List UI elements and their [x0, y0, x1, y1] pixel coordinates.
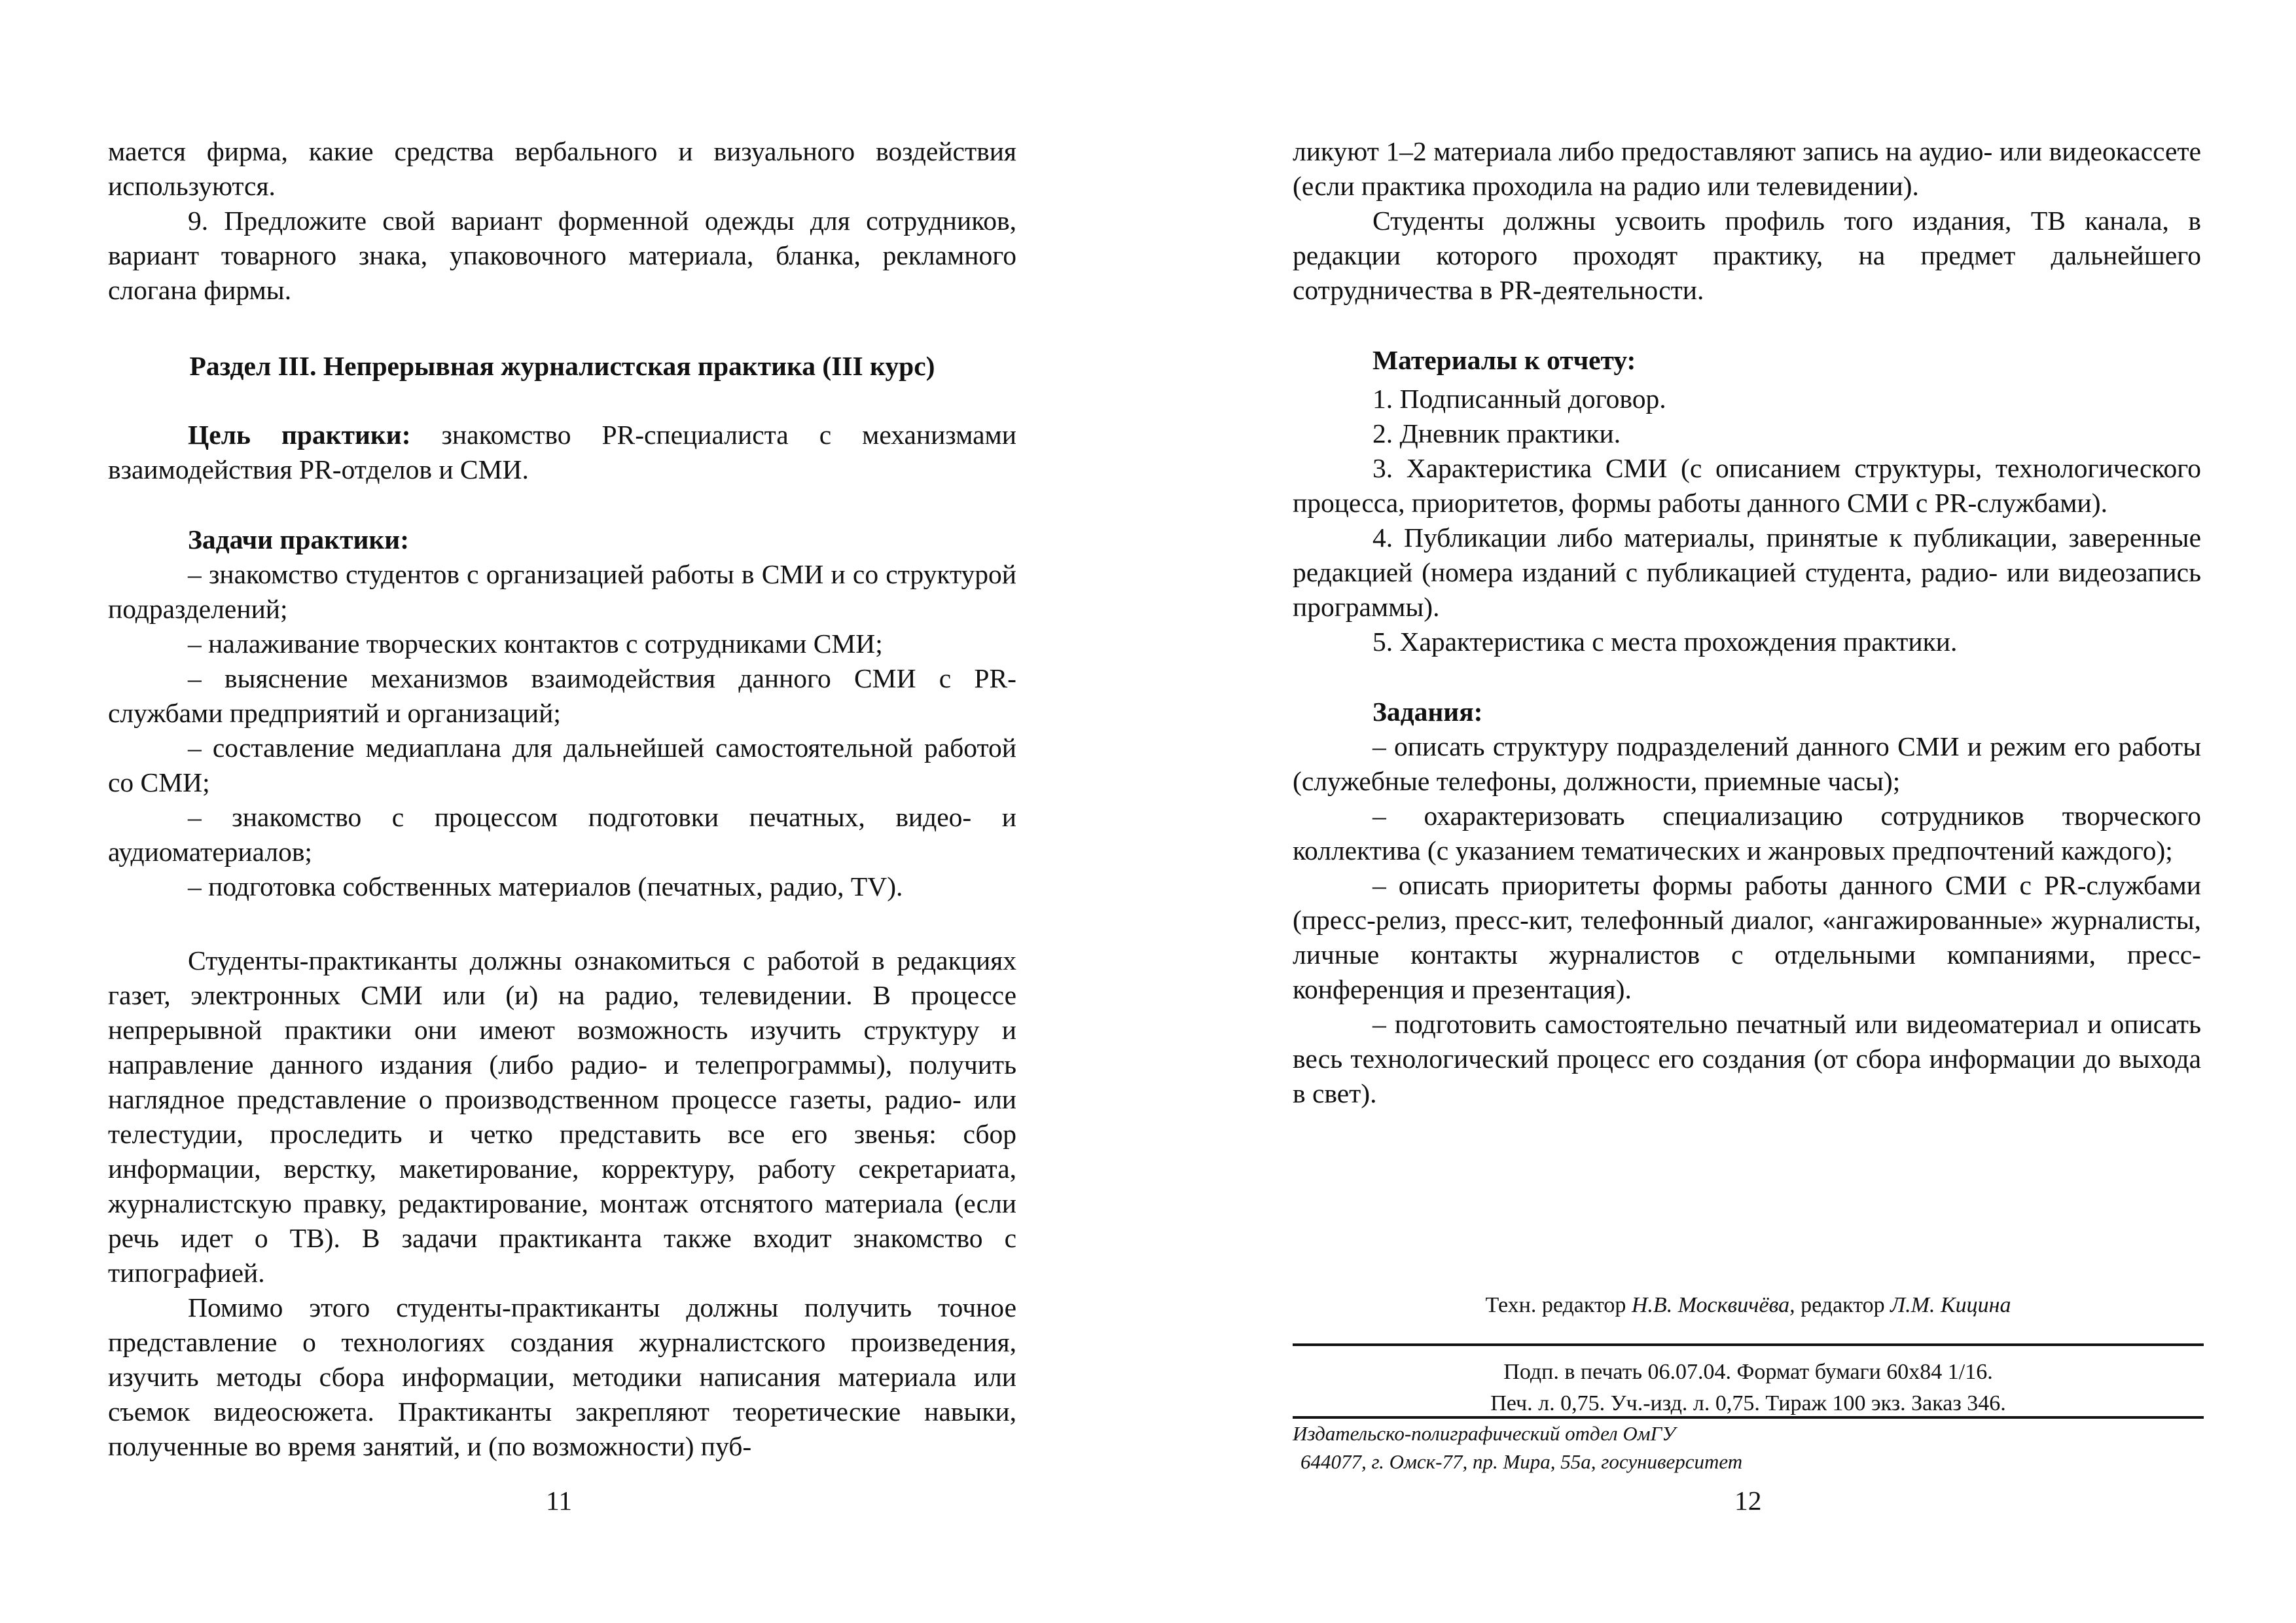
print-info-line: Подп. в печать 06.07.04. Формат бумаги 60x84 1/16.	[1503, 1360, 1993, 1384]
materials-item: 5. Характеристика с места прохождения практики.	[1372, 627, 1958, 657]
tech-editor-label: Техн. редактор	[1485, 1293, 1632, 1317]
paragraph-item-9: 9. Предложите свой вариант форменной одежды для сотрудников, вариант товарного знака, упаковочного материала, бланка, рекламного слогана фирмы.	[108, 206, 1016, 305]
task-item: – знакомство студентов с организацией работы в СМИ и со структурой подразделений;	[108, 559, 1016, 624]
assignment-item: – описать структуру подразделений данного СМИ и режим его работы (служебные телефоны, должности, приемные часы);	[1293, 731, 2201, 796]
publisher-info	[1293, 1419, 2204, 1476]
materials-item: 1. Подписанный договор.	[1372, 384, 1666, 414]
materials-item: 2. Дневник практики.	[1372, 418, 1621, 448]
print-info	[1293, 1357, 2204, 1419]
assignment-item: – описать приоритеты формы работы данного СМИ с PR-службами (пресс-релиз, пресс-кит, телефонный диалог, «ангажированные» журналисты, личные контакты журналистов с отдельными компаниями, пресс-конференция и презентация).	[1293, 870, 2201, 1004]
paragraph-profile: Студенты должны усвоить профиль того издания, ТВ канала, в редакции которого проходят практику, на предмет дальнейшего сотрудничества в PR-деятельности.	[1293, 206, 2201, 305]
task-item: – выяснение механизмов взаимодействия данного СМИ с PR-службами предприятий и организаций;	[108, 663, 1016, 728]
tasks-heading: Задачи практики:	[188, 524, 410, 555]
paragraph-continuation: мается фирма, какие средства вербального и визуального воздействия используются.	[108, 136, 1016, 201]
assignments-heading: Задания:	[1372, 697, 1483, 727]
page-number-left: 11	[546, 1486, 572, 1516]
assignment-item: – охарактеризовать специализацию сотрудников творческого коллектива (с указанием тематических и жанровых предпочтений каждого);	[1293, 801, 2201, 866]
task-item: – налаживание творческих контактов с сотрудниками СМИ;	[188, 629, 883, 659]
editors-line	[1293, 1291, 2204, 1320]
task-item: – подготовка собственных материалов (печатных, радио, TV).	[188, 871, 903, 902]
practice-goal	[108, 418, 1016, 487]
goal-label: Цель практики:	[188, 420, 411, 450]
section-title: Раздел III. Непрерывная журналистская практика (III курс)	[189, 351, 935, 381]
colophon-rule-top	[1293, 1343, 2204, 1346]
print-info-line: Печ. л. 0,75. Уч.-изд. л. 0,75. Тираж 100 экз. Заказ 346.	[1490, 1391, 2006, 1415]
paragraph-students: Студенты-практиканты должны ознакомиться с работой в редакциях газет, электронных СМИ или (и) на радио, телевидении. В процессе непрерывной практики они имеют возможность изучить структуру и направление данного издания (либо радио- и телепрограммы), получить наглядное представление о производственном процессе газеты, радио- или телестудии, проследить и четко представить все его звенья: сбор информации, верстку, макетирование, корректуру, работу секретариата, журналистскую правку, редактирование, монтаж отснятого материала (если речь идет о ТВ). В задачи практиканта также входит знакомство с типографией.	[108, 945, 1016, 1288]
editor-name: Л.М. Кицина	[1890, 1293, 2011, 1317]
publisher-name: Издательско-полиграфический отдел ОмГУ	[1293, 1422, 1676, 1445]
goal-text: знакомство PR-специалиста с механизмами взаимодействия PR-отделов и СМИ.	[108, 420, 1016, 484]
left-page	[108, 134, 1016, 1464]
right-page	[1293, 134, 2201, 1111]
materials-item: 3. Характеристика СМИ (с описанием структуры, технологического процесса, приоритетов, формы работы данного СМИ с PR-службами).	[1293, 453, 2201, 518]
colophon-rule-bottom	[1293, 1416, 2204, 1419]
paragraph-continuation: ликуют 1–2 материала либо предоставляют запись на аудио- или видеокассете (если практика проходила на радио или телевидении).	[1293, 136, 2201, 201]
paragraph-besides: Помимо этого студенты-практиканты должны получить точное представление о технологиях создания журналистского произведения, изучить методы сбора информации, методики написания материала или съемок видеосюжета. Практиканты закрепляют теоретические навыки, полученные во время занятий, и (по возможности) пуб-	[108, 1292, 1016, 1461]
assignment-item: – подготовить самостоятельно печатный или видеоматериал и описать весь технологический процесс его создания (от сбора информации до выхода в свет).	[1293, 1009, 2201, 1108]
materials-heading: Материалы к отчету:	[1372, 345, 1636, 375]
editor-label: редактор	[1795, 1293, 1891, 1317]
task-item: – знакомство с процессом подготовки печатных, видео- и аудиоматериалов;	[108, 802, 1016, 867]
task-item: – составление медиаплана для дальнейшей самостоятельной работой со СМИ;	[108, 733, 1016, 797]
materials-item: 4. Публикации либо материалы, принятые к публикации, заверенные редакцией (номера изданий с публикацией студента, радио- или видеозапись программы).	[1293, 522, 2201, 622]
publisher-address: 644077, г. Омск-77, пр. Мира, 55а, госуниверситет	[1300, 1450, 1743, 1473]
tech-editor-name: Н.В. Москвичёва,	[1631, 1293, 1795, 1317]
page-number-right: 12	[1734, 1486, 1762, 1516]
